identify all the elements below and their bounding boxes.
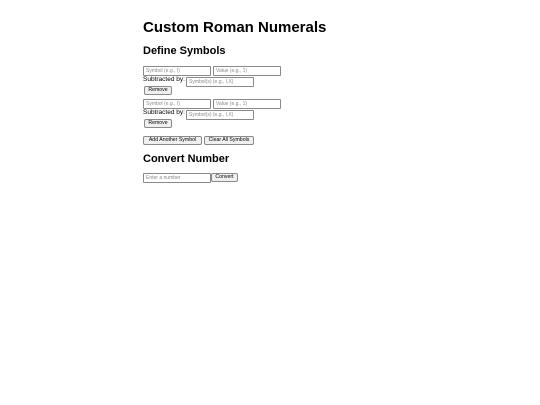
subtracted-by-input[interactable] xyxy=(186,77,254,87)
remove-button[interactable]: Remove xyxy=(144,86,172,95)
symbol-input[interactable] xyxy=(143,66,211,76)
value-input[interactable] xyxy=(213,66,281,76)
symbol-input[interactable] xyxy=(143,99,211,109)
page-title: Custom Roman Numerals xyxy=(143,19,327,36)
remove-button[interactable]: Remove xyxy=(144,119,172,128)
define-symbols-heading: Define Symbols xyxy=(143,45,226,57)
add-symbol-button[interactable]: Add Another Symbol xyxy=(143,136,202,145)
subtracted-by-label: Subtracted by: xyxy=(143,109,185,116)
number-input[interactable] xyxy=(143,173,211,183)
value-input[interactable] xyxy=(213,99,281,109)
convert-button[interactable]: Convert xyxy=(211,173,238,182)
subtracted-by-label: Subtracted by: xyxy=(143,76,185,83)
convert-number-heading: Convert Number xyxy=(143,153,230,165)
subtracted-by-input[interactable] xyxy=(186,110,254,120)
clear-symbols-button[interactable]: Clear All Symbols xyxy=(204,136,254,145)
